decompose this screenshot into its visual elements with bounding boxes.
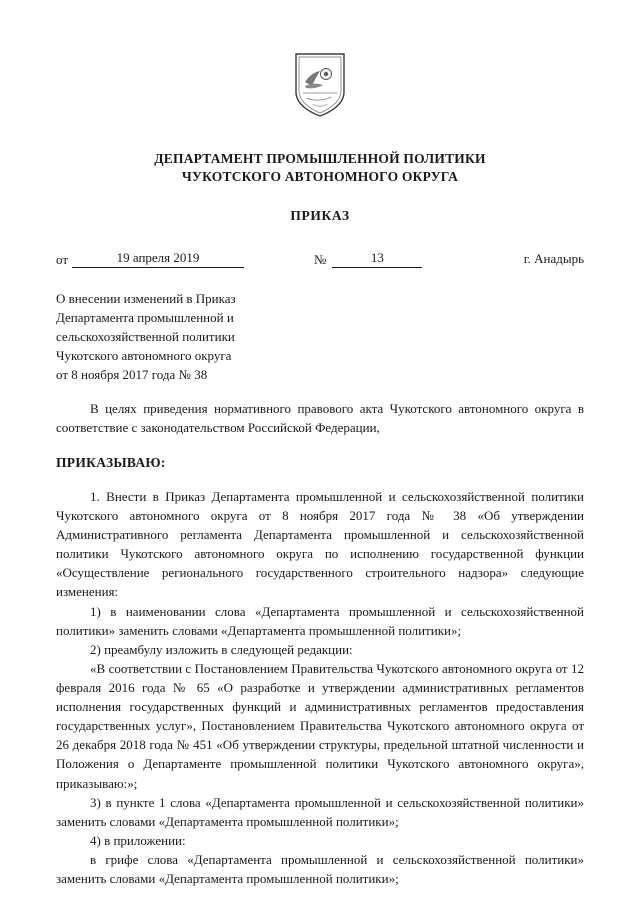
- document-type-heading: ПРИКАЗ: [290, 208, 350, 224]
- coat-of-arms-icon: [293, 52, 347, 118]
- organization-title-line-1: ДЕПАРТАМЕНТ ПРОМЫШЛЕННОЙ ПОЛИТИКИ: [154, 151, 486, 166]
- body-paragraph-item-1-2: 2) преамбулу изложить в следующей редакции:: [90, 641, 353, 657]
- order-keyword: ПРИКАЗЫВАЮ:: [56, 454, 166, 470]
- subject-line: О внесении изменений в Приказ: [56, 291, 236, 307]
- number-value: 13: [332, 250, 422, 268]
- subject-line: Чукотского автономного округа: [56, 347, 232, 363]
- subject-line: от 8 ноября 2017 года № 38: [56, 366, 208, 382]
- body-paragraph-item-1-4-a: в грифе слова «Департамента промышленной и сельскохозяйственной политики» заменить словами «Департамента промышленной политики»;: [56, 851, 584, 887]
- document-meta-row: [56, 250, 584, 268]
- body-paragraph-item-1-1: 1) в наименовании слова «Департамента промышленной и сельскохозяйственной политики» заменить словами «Департамента промышленной политики»;: [56, 603, 584, 638]
- subject-block: [56, 290, 356, 384]
- organization-title-line-2: ЧУКОТСКОГО АВТОНОМНОГО ОКРУГА: [181, 169, 459, 185]
- city-value: г. Анадырь: [523, 251, 584, 267]
- subject-line: Департамента промышленной и: [56, 310, 234, 326]
- emblem-container: [56, 52, 584, 144]
- number-label: №: [314, 252, 327, 268]
- body-paragraph-item-1-2-quote: «В соответствии с Постановлением Правительства Чукотского автономного округа от 12 февраля 2016 года № 65 «О разработке и утверждении административных регламентов исполнения государственных функций и административных регламентов предоставления государственных услуг», Постановлением Правительства Чукотского автономного округа от 26 декабря 2018 года № 451 «Об утверждении структуры, предельной штатной численности и Положения о Департаменте промышленной политики Чукотского автономного округа», приказываю:»;: [56, 660, 584, 791]
- body-paragraph-item-1: 1. Внести в Приказ Департамента промышленной и сельскохозяйственной политики Чукотского автономного округа от 8 ноября 2017 года № 38 «Об утверждении Административного регламента Департамента промышленной и сельскохозяйственной политики Чукотского автономного округа по исполнению государственной функции «Осуществление регионального государственного строительного надзора» следующие изменения:: [56, 488, 584, 600]
- document-body: [56, 487, 584, 888]
- organization-title: [56, 150, 584, 186]
- subject-line: сельскохозяйственной политики: [56, 329, 235, 345]
- date-label: от: [56, 252, 69, 268]
- date-value: 19 апреля 2019: [72, 250, 244, 268]
- body-paragraph-item-1-3: 3) в пункте 1 слова «Департамента промышленной и сельскохозяйственной политики» заменить словами «Департамента промышленной политики»;: [56, 794, 584, 829]
- body-paragraph-item-1-4: 4) в приложении:: [90, 832, 186, 848]
- preamble-paragraph: В целях приведения нормативного правового акта Чукотского автономного округа в соответствие с законодательством Российской Федерации,: [56, 400, 584, 435]
